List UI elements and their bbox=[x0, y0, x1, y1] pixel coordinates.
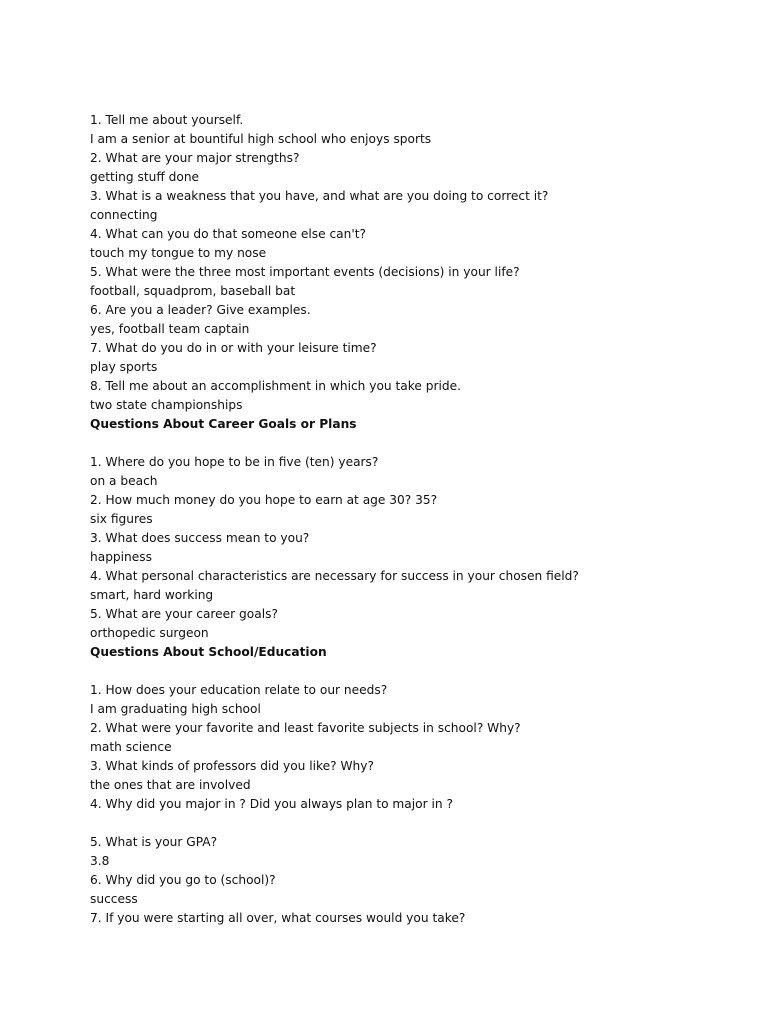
answer-text: on a beach bbox=[90, 474, 158, 488]
section-heading: Questions About Career Goals or Plans bbox=[90, 417, 357, 431]
question-text: 4. What can you do that someone else can't? bbox=[90, 227, 366, 241]
question-text: 2. What were your favorite and least favorite subjects in school? Why? bbox=[90, 721, 521, 735]
question-text: 3. What is a weakness that you have, and what are you doing to correct it? bbox=[90, 189, 549, 203]
answer-text: smart, hard working bbox=[90, 588, 214, 602]
answer-text: football, squadprom, baseball bat bbox=[90, 284, 296, 298]
question-text: 8. Tell me about an accomplishment in which you take pride. bbox=[90, 379, 462, 393]
answer-text: happiness bbox=[90, 550, 152, 564]
question-text: 7. If you were starting all over, what courses would you take? bbox=[90, 911, 466, 925]
answer-text: I am a senior at bountiful high school who enjoys sports bbox=[90, 132, 432, 146]
section-school-education bbox=[90, 643, 730, 928]
question-text: 3. What kinds of professors did you like? Why? bbox=[90, 759, 374, 773]
question-text: 1. How does your education relate to our needs? bbox=[90, 683, 388, 697]
section-heading: Questions About School/Education bbox=[90, 645, 327, 659]
document-page bbox=[90, 111, 730, 928]
section-career-goals bbox=[90, 415, 730, 643]
answer-text: 3.8 bbox=[90, 854, 110, 868]
question-text: 2. How much money do you hope to earn at age 30? 35? bbox=[90, 493, 438, 507]
answer-text: play sports bbox=[90, 360, 158, 374]
question-text: 6. Are you a leader? Give examples. bbox=[90, 303, 311, 317]
question-text: 6. Why did you go to (school)? bbox=[90, 873, 276, 887]
spacer bbox=[90, 434, 730, 453]
answer-text: I am graduating high school bbox=[90, 702, 261, 716]
section-general-questions bbox=[90, 111, 730, 415]
question-text: 3. What does success mean to you? bbox=[90, 531, 310, 545]
question-text: 1. Tell me about yourself. bbox=[90, 113, 244, 127]
question-text: 7. What do you do in or with your leisure time? bbox=[90, 341, 377, 355]
answer-text: touch my tongue to my nose bbox=[90, 246, 267, 260]
answer-text: two state championships bbox=[90, 398, 243, 412]
question-text: 2. What are your major strengths? bbox=[90, 151, 300, 165]
answer-text: orthopedic surgeon bbox=[90, 626, 209, 640]
answer-text: math science bbox=[90, 740, 172, 754]
spacer bbox=[90, 662, 730, 681]
answer-text: connecting bbox=[90, 208, 158, 222]
question-text: 4. Why did you major in ? Did you always plan to major in ? bbox=[90, 797, 453, 811]
question-text: 1. Where do you hope to be in five (ten) years? bbox=[90, 455, 379, 469]
question-text: 4. What personal characteristics are necessary for success in your chosen field? bbox=[90, 569, 579, 583]
answer-text bbox=[90, 814, 730, 833]
answer-text: yes, football team captain bbox=[90, 322, 250, 336]
answer-text: the ones that are involved bbox=[90, 778, 251, 792]
answer-text: getting stuff done bbox=[90, 170, 200, 184]
question-text: 5. What is your GPA? bbox=[90, 835, 218, 849]
question-text: 5. What are your career goals? bbox=[90, 607, 278, 621]
answer-text: six figures bbox=[90, 512, 153, 526]
answer-text: success bbox=[90, 892, 138, 906]
question-text: 5. What were the three most important events (decisions) in your life? bbox=[90, 265, 520, 279]
